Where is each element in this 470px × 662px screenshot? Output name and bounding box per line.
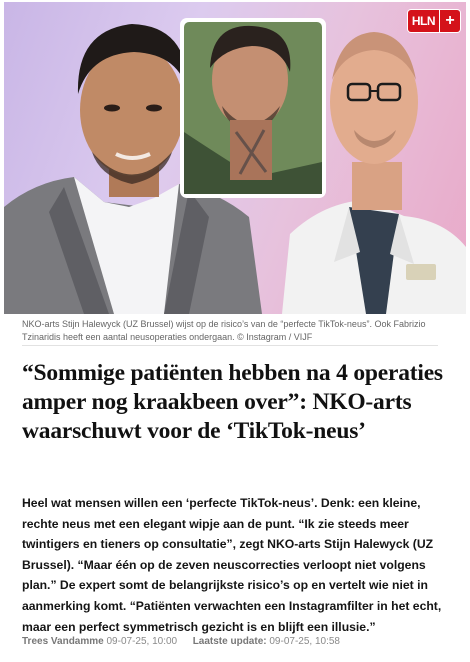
hln-logo: HLN bbox=[408, 10, 439, 32]
hero-image bbox=[4, 2, 466, 314]
article-meta bbox=[22, 636, 462, 647]
article-headline: “Sommige patiënten hebben na 4 operaties amper nog kraakbeen over”: NKO-arts waarschuwt voor de ‘TikTok-neus’ bbox=[22, 360, 443, 444]
article-lead: Heel wat mensen willen een ‘perfecte TikTok-neus’. Denk: een kleine, rechte neus met een elegant wipje aan de punt. “Ik zie steeds meer twintigers en tieners op consultatie”, zegt NKO-arts Stijn Halewyck (UZ Brussel). “Maar één op de zeven neuscorrecties verloopt niet volgens plan.” De expert somt de belangrijkste risico’s op en vertelt wie niet in aanmerking komt. “Patiënten verwachten een Instagramfilter in het echt, maar een perfect symmetrisch gezicht is en blijft een illusie.” bbox=[22, 496, 442, 634]
author-link[interactable]: Trees Vandamme bbox=[22, 636, 104, 647]
updated-label: Laatste update: bbox=[192, 636, 267, 647]
published-date: 09-07-25, 10:00 bbox=[106, 636, 178, 647]
hero-illustration bbox=[4, 2, 466, 314]
hln-plus-badge bbox=[408, 10, 460, 32]
updated-date: 09-07-25, 10:58 bbox=[269, 636, 340, 647]
divider bbox=[22, 345, 438, 346]
image-caption: NKO-arts Stijn Halewyck (UZ Brussel) wijst op de risico’s van de “perfecte TikTok-neus”. Ook Fabrizio Tzinaridis heeft een aantal neusoperaties ondergaan. © Instagram / VIJF bbox=[22, 319, 426, 342]
plus-icon: + bbox=[439, 10, 460, 32]
